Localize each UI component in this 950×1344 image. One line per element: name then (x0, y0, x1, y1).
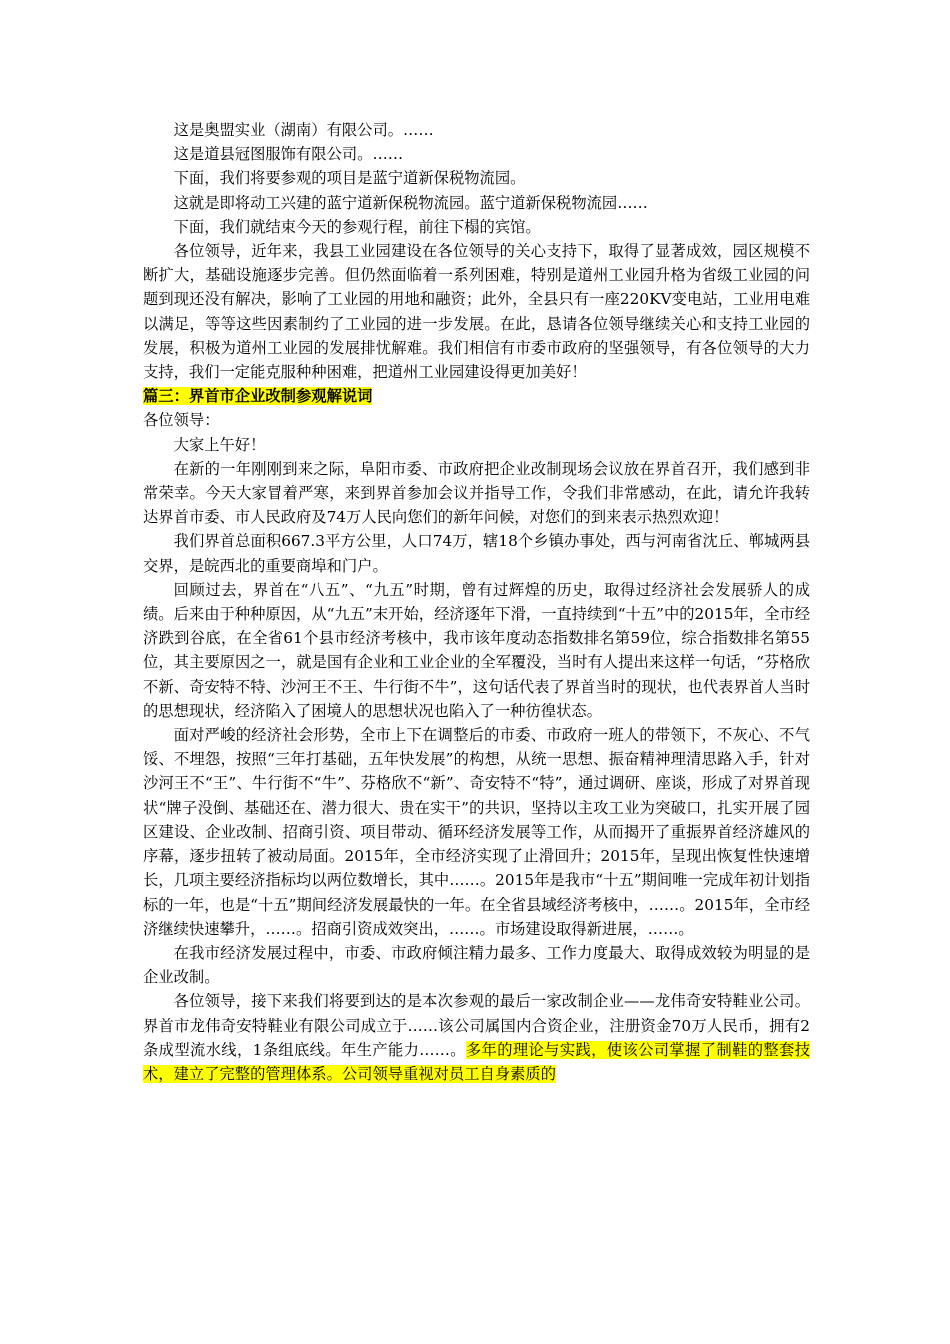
section-heading (143, 384, 810, 408)
paragraph: 这是奥盟实业（湖南）有限公司。…… (173, 121, 434, 139)
paragraph: 各位领导，近年来，我县工业园建设在各位领导的关心支持下，取得了显著成效，园区规模不断扩大，基础设施逐步完善。但仍然面临着一系列困难，特别是道州工业园升格为省级工业园的问题到现还没有解决，影响了工业园的用地和融资；此外，全县只有一座220KV变电站，工业用电难以满足，等等这些因素制约了工业园的进一步发展。在此，恳请各位领导继续关心和支持工业园的发展，积极为道州工业园的发展排忧解难。我们相信有市委市政府的坚强领导，有各位领导的大力支持，我们一定能克服种种困难，把道州工业园建设得更加美好！ (143, 242, 810, 382)
paragraph: 回顾过去，界首在“八五”、“九五”时期，曾有过辉煌的历史，取得过经济社会发展骄人的成绩。后来由于种种原因，从“九五”末开始，经济逐年下滑，一直持续到“十五”中的2015年，全市经济跌到谷底，在全省61个县市经济考核中，我市该年度动态指数排名第59位，综合指数排名第55位，其主要原因之一，就是国有企业和工业企业的全军覆没，当时有人提出来这样一句话，“芬格欣不新、奇安特不特、沙河王不王、牛行街不牛”，这句话代表了界首当时的现状，也代表界首人当时的思想现状，经济陷入了困境人的思想状况也陷入了一种彷徨状态。 (143, 580, 810, 720)
paragraph: 面对严峻的经济社会形势，全市上下在调整后的市委、市政府一班人的带领下，不灰心、不气馁、不埋怨，按照“三年打基础，五年快发展”的构想，从统一思想、振奋精神理清思路入手，针对沙河王不“王”、牛行街不“牛”、芬格欣不“新”、奇安特不“特”，通过调研、座谈，形成了对界首现状“牌子没倒、基础还在、潜力很大、贵在实干”的共识，坚持以主攻工业为突破口，扎实开展了园区建设、企业改制、招商引资、项目带动、循环经济发展等工作，从而揭开了重振界首经济雄风的序幕，逐步扭转了被动局面。2015年，全市经济实现了止滑回升；2015年，呈现出恢复性快速增长，几项主要经济指标均以两位数增长，其中……。2015年是我市“十五”期间唯一完成年初计划指标的一年，也是“十五”期间经济发展最快的一年。在全省县域经济考核中，……。2015年，全市经济继续快速攀升，……。招商引资成效突出，……。市场建设取得新进展，……。 (143, 726, 810, 938)
paragraph: 这是道县冠图服饰有限公司。…… (173, 145, 404, 164)
paragraph: 这就是即将动工兴建的蓝宁道新保税物流园。蓝宁道新保税物流园…… (173, 193, 648, 212)
paragraph: 下面，我们就结束今天的参观行程，前往下榻的宾馆。 (173, 217, 541, 236)
paragraph-last (143, 989, 810, 1086)
heading-highlight: 篇三：界首市企业改制参观解说词 (143, 387, 373, 406)
paragraph: 大家上午好！ (173, 435, 266, 454)
paragraph: 在我市经济发展过程中，市委、市政府倾注精力最多、工作力度最大、取得成效较为明显的是企业改制。 (143, 943, 810, 987)
document-body (143, 118, 810, 1086)
highlighted-text: 多年的理论与实践，使该公司掌握了制鞋的整套技术，建立了完整的管理体系。公司领导重视对员工自身素质的 (143, 1040, 810, 1083)
salutation: 各位领导： (143, 411, 220, 430)
paragraph-text: 各位领导，接下来我们将要到达的是本次参观的最后一家改制企业——龙伟奇安特鞋业公司。界首市龙伟奇安特鞋业有限公司成立于……该公司属国内合资企业，注册资金70万人民币，拥有2条成型流水线，1条组底线。年生产能力……。 (143, 992, 810, 1059)
paragraph: 下面，我们将要参观的项目是蓝宁道新保税物流园。 (173, 169, 526, 188)
paragraph: 我们界首总面积667.3平方公里，人口74万，辖18个乡镇办事处，西与河南省沈丘、郸城两县交界，是皖西北的重要商埠和门户。 (143, 532, 810, 575)
paragraph: 在新的一年刚刚到来之际，阜阳市委、市政府把企业改制现场会议放在界首召开，我们感到非常荣幸。今天大家冒着严寒，来到界首参加会议并指导工作，令我们非常感动，在此，请允许我转达界首市委、市人民政府及74万人民向您们的新年问候，对您们的到来表示热烈欢迎！ (143, 459, 810, 527)
